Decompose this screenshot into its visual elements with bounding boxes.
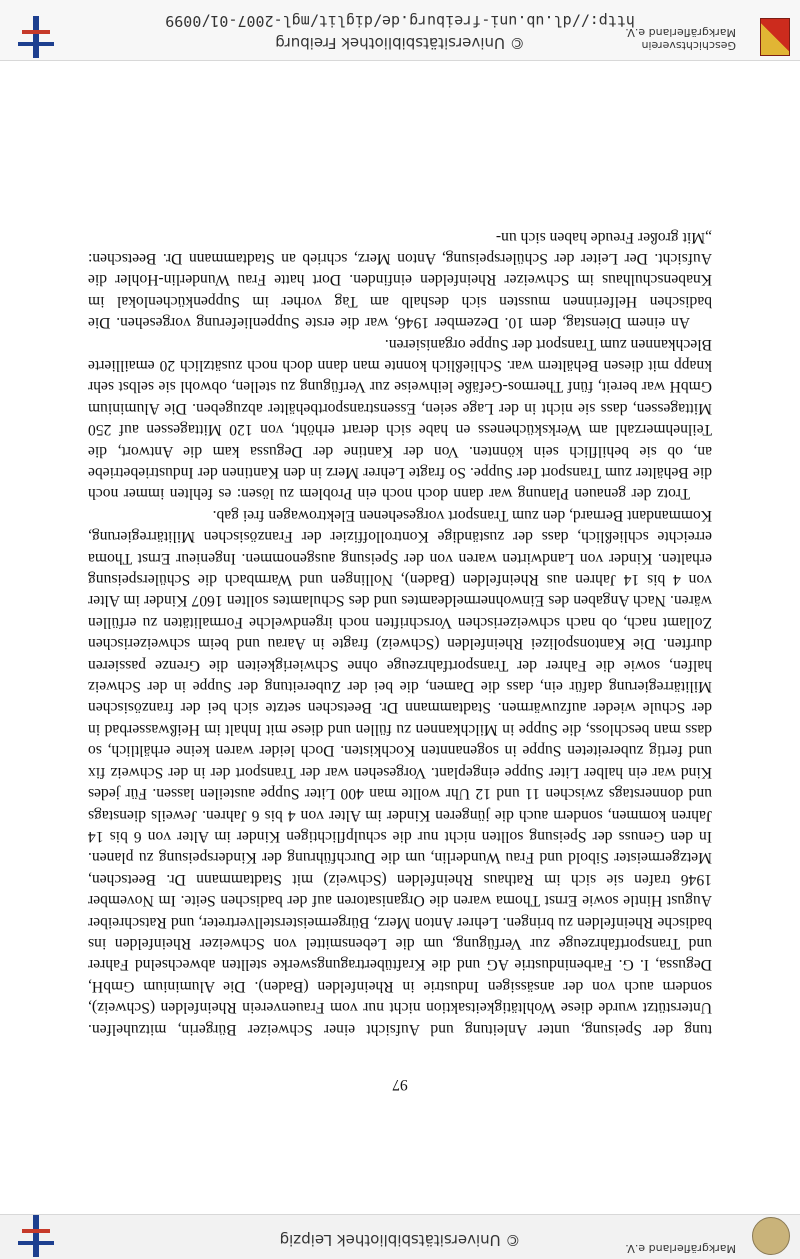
library-logo-icon-2 [18, 16, 54, 58]
copyright-text: © Universitätsbibliothek Leipzig [279, 1231, 521, 1249]
source-url[interactable]: http://dl.ub.uni-freiburg.de/diglit/mgl-2007-01/0099 [165, 12, 635, 30]
page-number: 97 [392, 1076, 408, 1093]
document-body [88, 226, 712, 1095]
library-logo-icon [18, 1215, 54, 1257]
scan-header-bar [0, 0, 800, 61]
scan-footer-bar [0, 1214, 800, 1259]
copyright-text-2: © Universitätsbibliothek Freiburg [275, 34, 525, 52]
institution-line-1: Markgräflerland e.V. [625, 25, 736, 39]
institution-name: Markgräflerland e.V. [625, 1242, 736, 1255]
institution-line-2: Geschichtsverein [641, 39, 736, 52]
paragraph: Trotz der genauen Planung war dann doch noch ein Problem zu lösen: es fehlten immer noch die Behälter zum Transport der Suppe. So fragte Lehrer Merz in den Kantinen der Industriebetriebe an, ob sie behilflich sein könnten. Von der Kantine der Degussa kam die Antwort, die Teilnehmerzahl am Werkskücheness en habe sich derart erhöht, von 120 Mittagessen auf 250 Mittagessen, dass sie nicht in der Lage seien, Essenstransportbehälter abzugeben. Die Aluminium GmbH war bereit, fünf Thermos-Gefäße leihweise zur Verfügung zu stellen, obwohl sie selbst sehr knapp mit diesen Behältern war. Schließlich konnte man dann doch noch zusätzlich 20 emaillierte Blechkannen zum Transport der Suppe organisieren. [88, 335, 712, 503]
paragraph: tung der Speisung, unter Anleitung und Aufsicht einer Schweizer Bürgerin, mitzuhelfen. Unterstützt wurde diese Wohltätigkeitsaktion nicht nur vom Frauenverein Rheinfelden (Schweiz), sondern auch von der ansässigen Industrie in Rheinfelden (Baden). Die Aluminium GmbH, Degussa, I. G. Farbenindustrie AG und die Kraftübertragungswerke stellten abwechselnd Fahrer und Transportfahrzeuge zur Verfügung, um die Lebensmittel von Schweizer Rheinfelden ins badische Rheinfelden zu bringen. Lehrer Anton Merz, Bürgermeisterstellvertreter, und Ratschreiber August Hintle sowie Ernst Thoma waren die Organisatoren auf der badischen Seite. Im November 1946 trafen sie sich im Rathaus Rheinfelden (Schweiz) mit Stadtammann Dr. Beetschen, Metzgermeister Sibold und Frau Wunderlin, um die Durchführung der Kinderspeisung zu planen. In den Genuss der Speisung sollten nicht nur die schulpflichtigen Kinder im Alter von 6 bis 14 Jahren kommen, sondern auch die jüngeren Kinder im Alter von 4 bis 6 Jahren. Jeweils dienstags und donnerstags zwischen 11 und 12 Uhr wollte man 400 Liter Suppe austeilen lassen. Für jedes Kind war ein halber Liter Suppe eingeplant. Vorgesehen war der Transport der in der Schweiz fix und fertig zubereiteten Suppe in sogenannten Kochkisten. Doch leider waren keine erhältlich, so dass man beschloss, die Suppe in Milchkannen zu füllen und diese mit Inhalt im Heißwasserbad in der Schule wieder aufzuwärmen. Stadtammann Dr. Beetschen setzte sich bei der französischen Militärregierung dafür ein, dass die Damen, die bei der Zubereitung der Suppe in der Schweiz halfen, sowie die Fahrer der Transportfahrzeuge ohne Schwierigkeiten die Grenze passieren durften. Die Kantonspolizei Rheinfelden (Schweiz) fragte in Aarau und beim schweizerischen Zollamt nach, ob nach schweizerischen Vorschriften noch irgendwelche Formalitäten zu erfüllen wären. Nach Angaben des Einwohnermeldeamtes und des Schulamtes sollten 1607 Kinder im Alter von 4 bis 14 Jahren aus Rheinfelden (Baden), Nollingen und Warmbach die Schülerspeisung erhalten. Kinder von Landwirten waren von der Speisung ausgenommen. Ingenieur Ernst Thoma erreichte schließlich, dass der zuständige Kontrolloffizier der Französischen Militärregierung, Kommandant Bernard, den zum Transport vorgesehenen Elektrowagen frei gab. [88, 506, 712, 1038]
paragraph: An einem Dienstag, dem 10. Dezember 1946, war die erste Suppenlieferung vorgesehen. Die badischen Helferinnen mussten sich deshalb am Tag vorher im Suppenküchenlokal im Knabenschulhaus im Schweizer Rheinfelden einfinden. Dort hatte Frau Wunderlin-Hohler die Aufsicht. Der Leiter der Schülerspeisung, Anton Merz, schrieb an Stadtammann Dr. Beetschen: „Mit großer Freude haben sich un- [88, 228, 712, 332]
